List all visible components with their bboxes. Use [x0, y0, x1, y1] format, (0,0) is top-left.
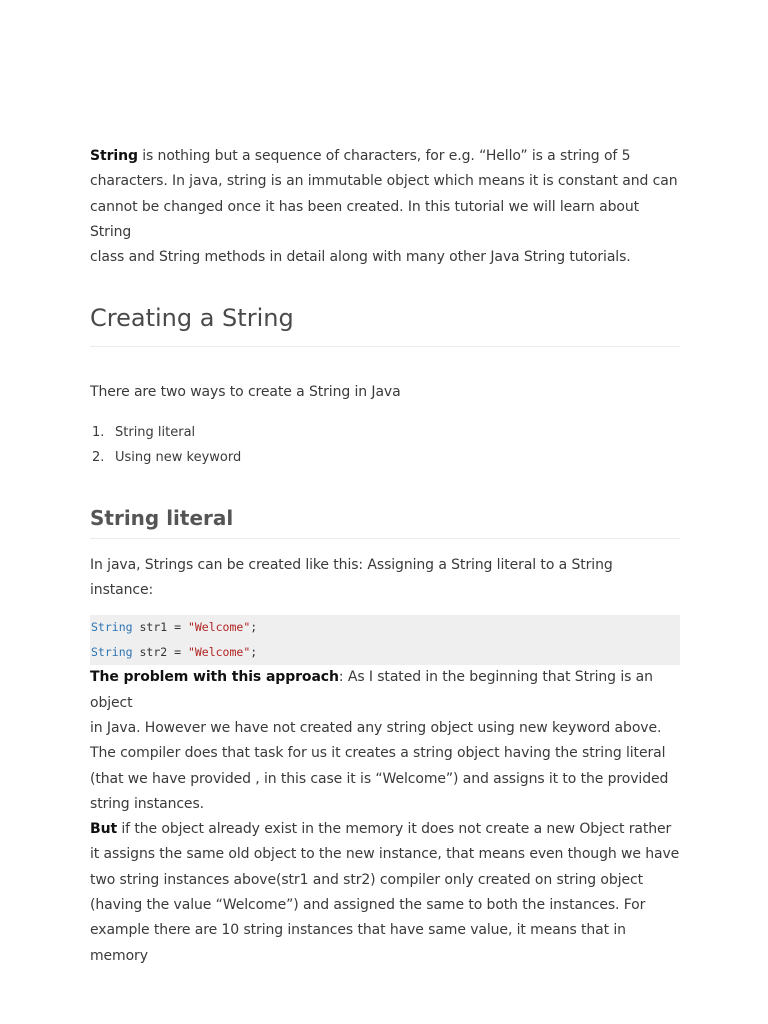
- list-item: [90, 445, 680, 470]
- subheading-divider: [90, 538, 680, 539]
- code-block: [90, 615, 680, 665]
- code-type: String: [91, 645, 133, 660]
- code-declaration: str1 =: [132, 620, 188, 635]
- but-line-2: it assigns the same old object to the new instance, that means even though we have: [90, 846, 680, 863]
- problem-line-4: (that we have provided , in this case it is “Welcome”) and assigns it to the provided: [90, 770, 669, 787]
- code-string-value: "Welcome": [187, 645, 251, 660]
- heading-divider: [90, 346, 680, 347]
- intro-line-2: characters. In java, string is an immutable object which means it is constant and can: [90, 173, 678, 190]
- but-bold: But: [90, 821, 118, 838]
- article-content: [90, 144, 680, 969]
- intro-paragraph: [90, 144, 680, 270]
- code-type: String: [91, 620, 133, 635]
- problem-line-1-text: : As I stated in the beginning that String is an object: [90, 669, 653, 711]
- literal-description: In java, Strings can be created like this: Assigning a String literal to a String instance:: [90, 556, 613, 599]
- but-line-1-text: if the object already exist in the memory it does not create a new Object rather: [117, 821, 672, 838]
- but-paragraph: [90, 817, 680, 969]
- code-line: [90, 615, 680, 640]
- creation-methods-list: [90, 420, 680, 470]
- intro-line-4: class and String methods in detail along with many other Java String tutorials.: [90, 249, 631, 266]
- list-item-number: 1.: [92, 424, 105, 440]
- problem-line-3: The compiler does that task for us it creates a string object having the string literal: [90, 745, 666, 762]
- code-string-value: "Welcome": [187, 620, 251, 635]
- problem-line-5: string instances.: [90, 795, 204, 812]
- intro-bold-term: String: [90, 148, 138, 164]
- intro-line-3: cannot be changed once it has been created. In this tutorial we will learn about String: [90, 198, 640, 240]
- but-line-4: (having the value “Welcome”) and assigned the same to both the instances. For: [90, 897, 646, 914]
- problem-bold: The problem with this approach: [90, 669, 339, 686]
- intro-line-1-text: is nothing but a sequence of characters, for e.g. “Hello” is a string of 5: [137, 148, 631, 164]
- code-semicolon: ;: [250, 645, 258, 660]
- problem-line-2: in Java. However we have not created any string object using new keyword above.: [90, 719, 662, 736]
- list-item: [90, 420, 680, 445]
- intro-line-1: [90, 144, 680, 169]
- code-line: [90, 640, 680, 665]
- but-line-5: example there are 10 string instances that have same value, it means that in memory: [90, 922, 626, 964]
- code-declaration: str2 =: [132, 645, 188, 660]
- list-item-label: String literal: [115, 424, 196, 440]
- problem-line-1: [90, 665, 680, 716]
- heading-creating-a-string: Creating a String: [90, 304, 294, 333]
- problem-paragraph: [90, 665, 680, 817]
- but-line-1: [90, 817, 680, 842]
- creating-description: There are two ways to create a String in Java: [90, 384, 401, 401]
- but-line-3: two string instances above(str1 and str2) compiler only created on string object: [90, 871, 643, 888]
- code-semicolon: ;: [250, 620, 258, 635]
- list-item-number: 2.: [92, 449, 105, 465]
- heading-string-literal: String literal: [90, 505, 234, 530]
- list-item-label: Using new keyword: [115, 449, 242, 465]
